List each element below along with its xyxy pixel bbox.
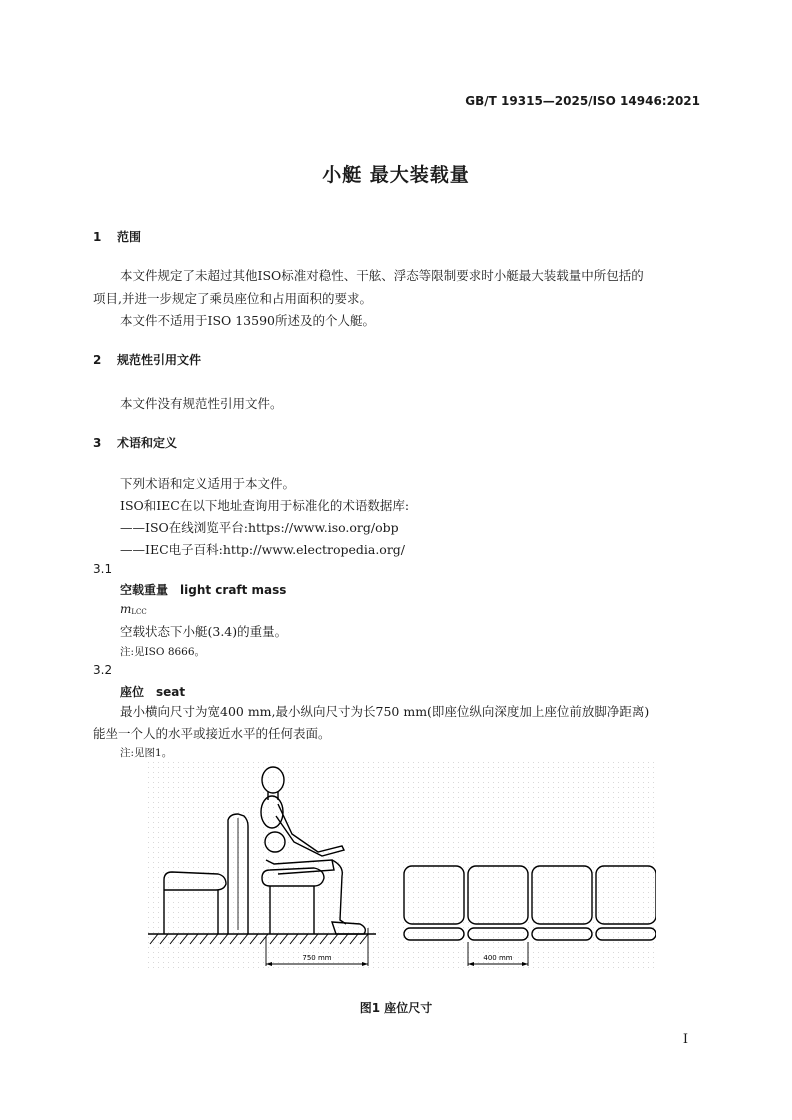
section-3-heading — [93, 434, 177, 451]
term-symbol — [120, 602, 147, 616]
section-title: 规范性引用文件 — [117, 353, 202, 367]
section-2-heading — [93, 351, 201, 368]
term-note: 注:见ISO 8666。 — [120, 646, 206, 658]
database-item-iec: ——IEC电子百科:http://www.electropedia.org/ — [120, 542, 406, 557]
symbol-main: m — [120, 602, 132, 616]
section-1-paragraph: 本文件规定了未超过其他ISO标准对稳性、干舷、浮态等限制要求时小艇最大装载量中所包括的 — [120, 268, 644, 283]
section-1-paragraph: 本文件不适用于ISO 13590所述及的个人艇。 — [120, 313, 375, 328]
term-number: 3.1 — [93, 562, 113, 576]
term-definition: 最小横向尺寸为宽400 mm,最小纵向尺寸为长750 mm(即座位纵向深度加上座位前放脚净距离) — [120, 704, 650, 719]
database-item-iso: ——ISO在线浏览平台:https://www.iso.org/obp — [120, 520, 399, 535]
section-number: 2 — [93, 353, 102, 367]
document-title: 小艇 最大装载量 — [322, 164, 470, 186]
term-definition: 空载状态下小艇(3.4)的重量。 — [120, 624, 288, 639]
term-note: 注:见图1。 — [120, 747, 173, 759]
section-number: 3 — [93, 436, 102, 450]
section-3-paragraph: 下列术语和定义适用于本文件。 — [120, 476, 296, 491]
term-title — [120, 581, 286, 598]
dim-label-400: 400 mm — [483, 954, 513, 962]
figure-caption: 图1 座位尺寸 — [359, 1001, 433, 1015]
section-1-heading — [93, 228, 141, 245]
section-title: 术语和定义 — [117, 436, 178, 450]
symbol-subscript: LCC — [131, 608, 147, 616]
section-title: 范围 — [117, 230, 142, 244]
term-cn: 座位 — [120, 685, 145, 699]
term-cn: 空载重量 — [120, 583, 169, 597]
section-3-paragraph: ISO和IEC在以下地址查询用于标准化的术语数据库: — [120, 498, 410, 513]
page-number: I — [682, 1032, 688, 1047]
term-definition: 能坐一个人的水平或接近水平的任何表面。 — [93, 726, 331, 741]
figure-drawing — [146, 760, 656, 972]
term-en: light craft mass — [180, 583, 287, 597]
term-number: 3.2 — [93, 663, 113, 677]
section-1-paragraph: 项目,并进一步规定了乘员座位和占用面积的要求。 — [93, 291, 372, 306]
seat-dimensions-figure — [146, 760, 656, 972]
section-number: 1 — [93, 230, 102, 244]
standard-number: GB/T 19315—2025/ISO 14946:2021 — [465, 94, 700, 108]
term-en: seat — [156, 685, 186, 699]
term-title — [120, 683, 185, 700]
dim-label-750: 750 mm — [302, 954, 332, 962]
section-2-paragraph: 本文件没有规范性引用文件。 — [120, 396, 283, 411]
